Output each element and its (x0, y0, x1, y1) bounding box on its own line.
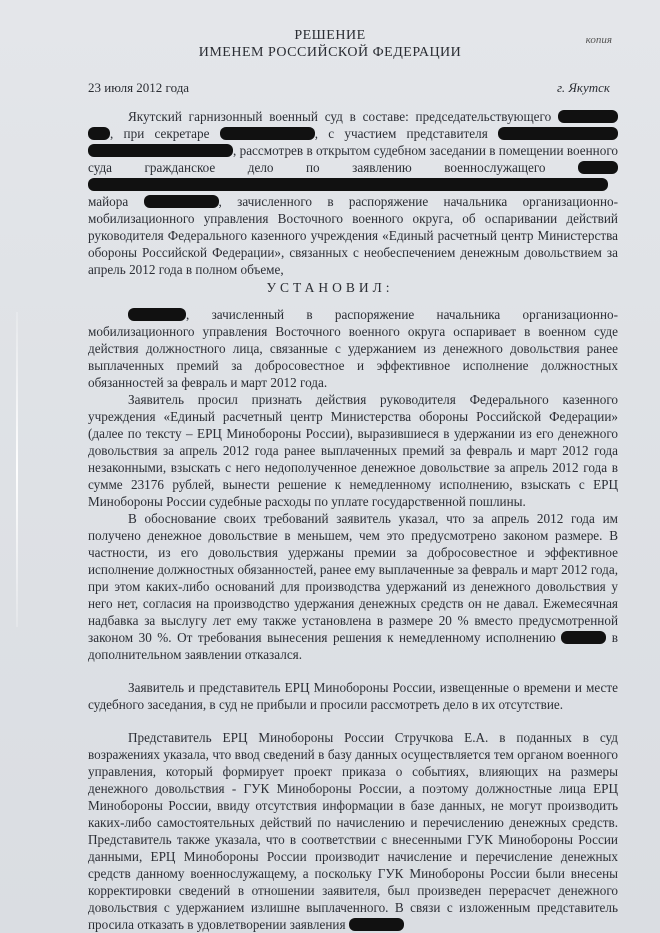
paragraph-4-text-b: в дополнительном заявлении отказался. (88, 630, 619, 662)
decision-city: г. Якутск (556, 80, 610, 95)
intro-block (88, 108, 618, 278)
section-heading: УСТАНОВИЛ: (266, 280, 394, 295)
redaction (558, 110, 618, 123)
paragraph-4 (88, 510, 618, 663)
copy-stamp: копия (585, 34, 612, 46)
redaction (128, 308, 186, 321)
redaction (88, 144, 233, 157)
paragraph-5: Заявитель и представитель ЕРЦ Минобороны России, извещенные о времени и месте судебного заседания, в суд не прибыли и просили рассмотреть дело в их отсутствие. (88, 680, 618, 712)
paragraph-2 (88, 306, 618, 391)
intro-paragraph (88, 108, 618, 278)
paragraph-2-text: , зачисленный в распоряжение начальника организационно-мобилизационного управления Восточного военного округа оспаривает в военном суде действия должностного лица, связанные с удержанием из денежного довольствия ранее выплаченных премий за добросовестное и эффективное исполнение должностных обязанностей за февраль и март 2012 года. (88, 307, 618, 390)
findings-block (88, 306, 618, 933)
paragraph-3: Заявитель просил признать действия руководителя Федерального казенного учреждения «Единый расчетный центр Министерства обороны Российской Федерации» (далее по тексту – ЕРЦ Минобороны России), выразившиеся в удержании из его денежного довольствия за апрель 2012 года ранее выплаченных премий за февраль и март 2012 года незаконными, взыскать с него недополученное денежное довольствие за апрель 2012 года в сумме 23176 рублей, вынести решение к немедленному исполнению, взыскать с ЕРЦ Минобороны России судебные расходы по уплате государственной пошлины. (88, 392, 618, 509)
redaction (144, 195, 219, 208)
paragraph-6-text: Представитель ЕРЦ Минобороны России Стручкова Е.А. в поданных в суд возражениях указала, что ввод сведений в базу данных осуществляется тем органом военного управления, который формирует проект приказа о событиях, влияющих на размеры денежного довольствия - ГУК Минобороны России, а поэтому должностные лица ЕРЦ Минобороны России, ввиду отсутствия информации в базе данных, не могут производить каких-либо самостоятельных действий по начислению и перечислению денежных средств. Представитель также указала, что в соответствии с внесенными ГУК Минобороны России данными, ЕРЦ Минобороны России производит начисление и перечисление денежных средств данному военнослужащему, а поскольку ГУК Минобороны России были внесены корректировки сведений в отношении заявителя, был произведен перерасчет денежного довольствия с удержанием излишне выплаченного. В связи с изложенным представитель просила отказать в удовлетворении заявления (88, 730, 618, 932)
intro-text-1: Якутский гарнизонный военный суд в составе: председательствующего (128, 109, 552, 124)
redaction (578, 161, 618, 174)
redaction (220, 127, 315, 140)
margin-mark (16, 312, 18, 627)
intro-text-3: , с участием представителя (314, 126, 488, 141)
redaction (498, 127, 618, 140)
document-title: РЕШЕНИЕ (294, 28, 366, 43)
paragraph-4-text-a: В обоснование своих требований заявитель указал, что за апрель 2012 года им получено денежное довольствие в меньшем, чем это предусмотрено законом размере. В частности, из его довольствия удержаны премии за добросовестное и эффективное исполнение должностных обязанностей, ранее ему выплаченные за февраль и март 2012 года, при этом каких-либо оснований для производства удержаний из денежного довольствия у него нет, согласия на производство удержания денежных средств он не давал. Ежемесячная надбавка за выслугу лет ему также установлена в размере 20 % вместо предусмотренной законом 30 %. От требования вынесения решения к немедленному исполнению (88, 511, 618, 645)
intro-text-5: майора (88, 194, 129, 209)
document-subtitle: ИМЕНЕМ РОССИЙСКОЙ ФЕДЕРАЦИИ (198, 45, 462, 60)
redaction (88, 127, 110, 140)
redaction (349, 918, 404, 931)
intro-text-4: , рассмотрев в открытом судебном заседании в помещении военного суда гражданское дело по заявлению военнослужащего (88, 143, 618, 175)
decision-date: 23 июля 2012 года (88, 80, 190, 95)
intro-text-2: , при секретаре (110, 126, 210, 141)
paragraph-6 (88, 729, 618, 933)
redaction (561, 631, 606, 644)
intro-text-6: , зачисленного в распоряжение начальника организационно-мобилизационного управления Восточного военного округа, об оспаривании действий руководителя Федерального казенного учреждения «Единый расчетный центр Министерства обороны Российской Федерации», связанных с необеспечением денежным довольствием за апрель 2012 года в полном объеме, (88, 194, 619, 277)
redaction (88, 178, 608, 191)
